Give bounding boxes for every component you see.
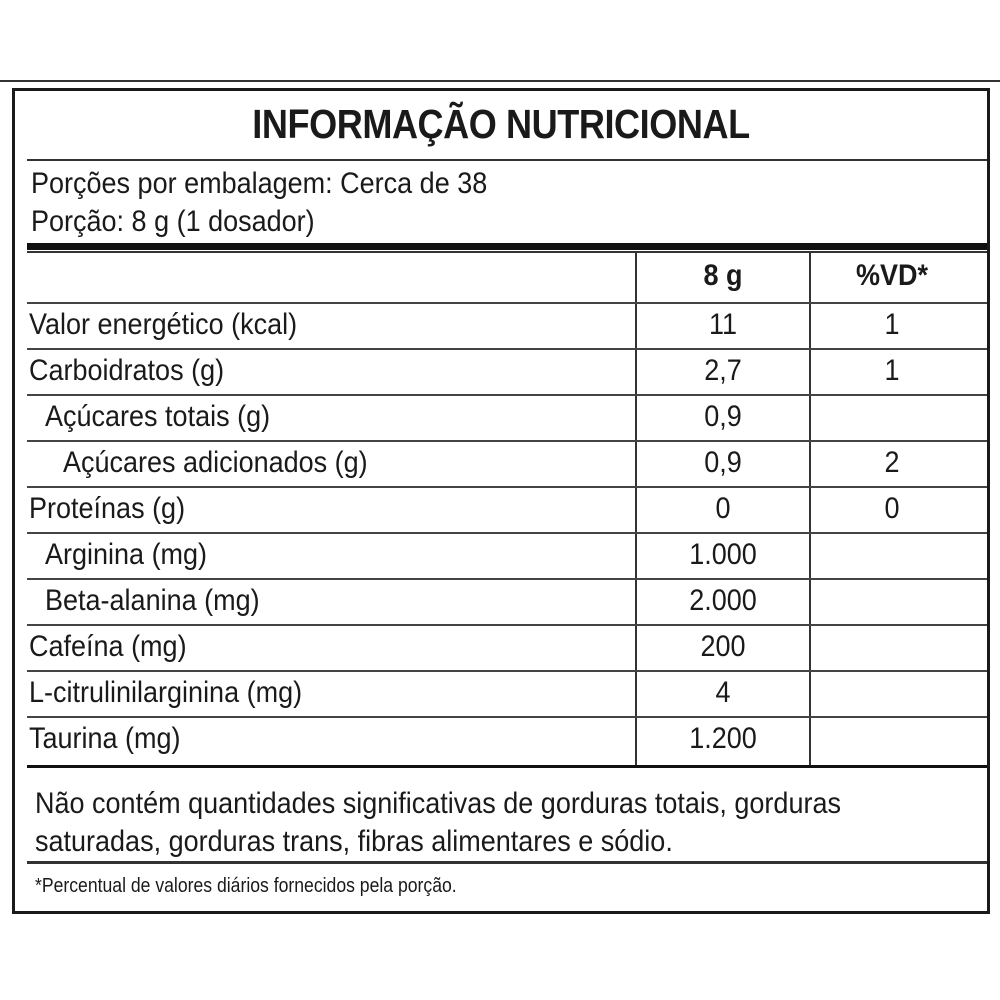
row-divider — [27, 716, 987, 718]
row-divider — [27, 348, 987, 350]
nutrient-amount: 0,9 — [704, 400, 742, 433]
row-divider — [27, 624, 987, 626]
nutrient-name: Beta-alanina (mg) — [45, 584, 260, 617]
nutrient-name: Açúcares adicionados (g) — [63, 446, 368, 479]
nutrition-facts-label — [12, 88, 990, 914]
serving-divider-thin — [27, 251, 987, 253]
row-divider — [27, 440, 987, 442]
not-significant-note: Não contém quantidades significativas de gorduras totais, gorduras saturadas, gorduras trans, fibras alimentares e sódio. — [35, 787, 841, 858]
nutrient-name: Proteínas (g) — [29, 492, 186, 525]
servings-per-package: Porções por embalagem: Cerca de 38 — [31, 167, 488, 200]
nutrient-amount: 1.000 — [689, 538, 757, 571]
nutrient-name: Taurina (mg) — [29, 722, 181, 755]
nutrient-daily-value: 1 — [884, 354, 900, 387]
label-title: INFORMAÇÃO NUTRICIONAL — [252, 101, 750, 147]
row-divider — [27, 578, 987, 580]
nutrient-amount: 4 — [715, 676, 731, 709]
table-bottom-divider — [27, 765, 987, 768]
row-divider — [27, 394, 987, 396]
dv-column-divider — [809, 252, 811, 766]
title-divider — [27, 159, 987, 161]
nutrient-amount: 0,9 — [704, 446, 742, 479]
amount-column-header: 8 g — [703, 259, 743, 292]
nutrient-name: Açúcares totais (g) — [45, 400, 271, 433]
nutrient-amount: 11 — [708, 308, 738, 341]
amount-column-divider — [635, 252, 637, 766]
nutrient-amount: 0 — [715, 492, 731, 525]
page-top-divider — [0, 80, 1000, 82]
row-divider — [27, 486, 987, 488]
nutrient-name: L-citrulinilarginina (mg) — [29, 676, 303, 709]
nutrient-amount: 1.200 — [689, 722, 757, 755]
row-divider — [27, 670, 987, 672]
nutrient-amount: 2,7 — [704, 354, 742, 387]
nutrient-daily-value: 1 — [884, 308, 900, 341]
nutrient-name: Arginina (mg) — [45, 538, 208, 571]
nutrient-name: Carboidratos (g) — [29, 354, 225, 387]
dv-footnote: *Percentual de valores diários fornecidos pela porção. — [35, 875, 457, 897]
note-divider — [27, 861, 987, 864]
nutrient-name: Valor energético (kcal) — [29, 308, 298, 341]
nutrient-daily-value: 0 — [884, 492, 900, 525]
serving-size: Porção: 8 g (1 dosador) — [31, 205, 315, 238]
serving-divider — [27, 243, 987, 250]
nutrient-amount: 2.000 — [689, 584, 757, 617]
nutrient-amount: 200 — [700, 630, 746, 663]
row-divider — [27, 302, 987, 304]
nutrient-daily-value: 2 — [884, 446, 900, 479]
row-divider — [27, 532, 987, 534]
dv-column-header: %VD* — [855, 259, 929, 292]
nutrient-name: Cafeína (mg) — [29, 630, 187, 663]
